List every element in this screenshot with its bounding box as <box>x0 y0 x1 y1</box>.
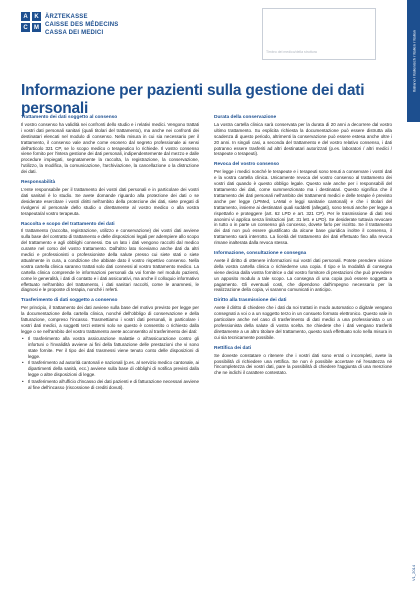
section-heading: Diritto alla trasmissione dei dati <box>214 298 287 304</box>
right-column <box>214 115 392 381</box>
section-paragraph: La vostra cartella clinica sarà conservata per la durata di 20 anni a decorrere dal vostro ultimo trattamento. Su esplicita richiesta la documentazione può essere distrutta alla scadenza di questo periodo, altrimenti la conservazione può essere estesa anche oltre i 20 anni. In singoli casi, a seconda del trattamento e del vostro relativo consenso, i dati potranno essere trasferiti ad altri destinatari autorizzati (p.es. laboratori / altri medici / terapeute o terapeuti). <box>214 121 392 157</box>
section <box>21 298 199 391</box>
logo-line: ÄRZTEKASSE <box>45 14 88 20</box>
section-paragraph: L'ente responsabile per il trattamento dei vostri dati personali e in particolare dei vostri dati sanitari è lo studio. Se avete domande riguardo alla protezione dei dati o se desiderate esercitare i vostri diritti nell'ambito della protezione dei dati, siete pregati di rivolgervi al personale dello studio o direttamente al vostro medico o alla vostra terapeuta/al vostro terapeuta. <box>21 186 199 216</box>
section-paragraph: Per principio, il trattamento dei dati avviene sulla base del motivo previsto per legge per la documentazione della cartella clinica, nonché dell'obbligo di conservazione e della fatturazione, compreso l'incasso. Trasmettiamo i vostri dati personali, in particolare i vostri dati medici, a soggetti terzi esterni solo se questo è consentito o richiesto dalla legge o se nell'ambito del vostro trattamento avete acconsentito al trasferimento dei dati: <box>21 305 199 334</box>
section-heading: Rettifica dei dati <box>214 345 252 351</box>
logo-letter: C <box>21 23 30 32</box>
section <box>214 162 392 246</box>
section-paragraph: Se doveste constatare o ritenere che i vostri dati sono errati o incompleti, avete la possibilità di richiedere una rettifica. Se non è possibile accertare né l'esattezza né l'incompletezza dei vostri dati, pare la possibilità di chiedere l'aggiunta di una menzione che ne indichi il carattere contestato. <box>214 352 392 376</box>
section <box>21 180 199 216</box>
section-paragraph: Per legge i medici nonché le terapeute e i terapeuti sono tenuti a conservare i vostri dati e la vostra cartella clinica. Unicamente revoca del vostro consenso al trattamento dei vostri dati quando è questo obbligo legale. Questo vale anche per i responsabili del trattamento dei dati, come summenzionato ma i destinatari. Questo significa che il trattamento dei dati personali nell'ambito dei trattamenti medici e delle terapie è previsto anche per legge (LPMed, LAMal e leggi sanitarie cantonali) e che i titolari del trattamento, insieme ai destinatari quali suddetti (allegati), sono tenuti anche per legge a rispettarlo e proteggere (art. 62 LPD e art. 321 CP). Per le trasmissione di dati resi anonimi vi applica senza limitazioni (art. 31 lett. e LPD). Se desiderate tuttavia revocare in tutto o in parte un consenso già concesso, dovete farlo per iscritto. Se il trattamento dei dati non può essere giustificato da alcune base giuridica inoltre il consenso, il trattamento sarà interrotto. La liceità del trattamento dei dati effettuato fino alla revoca rimane inalterata dalla revoca stessa. <box>214 169 392 246</box>
section-paragraph: Il vostro consenso ha validità nei confronti dello studio e i relativi medici. Vengono trattati i vostri dati personali sanitari (quali titolari del trattamento), ma anche nei confronti dei destinatari elencati nel modulo di consenso. Nella misura in cui sia necessario per il trattamento, il consenso vale anche come esonero dal segreto professionale ai sensi dell'articolo 321 CP, se lo scopo medico o terapeutico lo richiede. Il vostro consenso viene fornito per l'intera gestione dei dati personali, indipendentemente dal mezzo e dalle procedure impiegati, segnatamente la raccolta, la registrazione, la conservazione, l'utilizzo, la modifica, la comunicazione, l'archiviazione, la cancellazione o la distruzione dei dati. <box>21 121 199 175</box>
bullet-list <box>21 336 199 391</box>
section-heading: Informazione, consultazione e consegna <box>214 251 307 257</box>
logo-mark <box>21 12 41 37</box>
document-version-code: V1_2014 <box>411 565 416 582</box>
section <box>21 222 199 294</box>
language-side-tab <box>407 0 420 122</box>
logo-letter: K <box>32 12 41 21</box>
section <box>214 298 392 340</box>
logo-wordmark <box>45 12 118 37</box>
section-paragraph: Avete il diritto di ottenere informazioni sui vostri dati personali. Potete prendere visione della vostra cartella clinica o richiederne una copia. Il tipo e la modalità di consegna viene decisa dalla vostra fornitrice o dal vostro fornitore di prestazioni che può prevedere un apposito modulo a tale scopo. La consegna di una copia può essere soggetta a pagamento. Gli eventuali costi, che dipendono dall'impegno necessario per la realizzazione della copia, vi saranno comunicati in anticipo. <box>214 257 392 293</box>
logo-letter: M <box>34 24 39 31</box>
left-column <box>21 115 199 396</box>
section-heading: Responsabilità <box>21 180 56 186</box>
section-heading: Raccolta e scopo del trattamento dei dati <box>21 221 115 227</box>
section-paragraph: Avete il diritto di chiedere che i dati da noi trattati in modo automatico o digitale vengano consegnati a voi o a un soggetto terzo in un consueto formato elettronico. Questo vale in particolare anche nel caso di trasferimento di dati medici a una professionista o un professionista della salute di vostra scelta. Se chiedete che i dati vengano trasferiti direttamente a un altro titolare del trattamento, questo sarà effettuato solo nella misura in cui sia tecnicamente possibile. <box>214 305 392 340</box>
section <box>214 115 392 157</box>
section <box>214 251 392 293</box>
section <box>214 346 392 377</box>
section-heading: Durata della conservazione <box>214 115 277 120</box>
section-heading: Revoca del vostro consenso <box>214 162 280 168</box>
bullet-item: • Il trasferimento alla vostra assicurazione malattie o all'assicurazione contro gli infortuni o l'invalidità avviene ai fini della fatturazione delle prestazioni che vi sono state fornite. Per il tipo dei dati trasmessi viene tenuto conto delle disposizioni di legge. <box>21 336 199 360</box>
logo-line: CASSA DEI MEDICI <box>45 30 104 36</box>
logo-line: CAISSE DES MÉDECINS <box>45 22 119 28</box>
bullet-item: • Il trasferimento ad autorità cantonali e nazionali (p.es. al servizio medico cantonale, ai dipartimenti della sanità, ecc.) avviene sulla base di obblighi di notifica previsti dalla legge o altre disposizioni di legge. <box>21 360 199 378</box>
stamp-caption: Timbro del medico/della struttura <box>266 50 317 54</box>
section-paragraph: Il trattamento (raccolta, registrazione, utilizzo e conservazione) dei vostri dati avviene sulla base del contratto di trattamento e delle disposizioni legali per adempiere allo scopo del trattamento e agli obblighi connessi. Da un lato i dati vengono raccolti dal medico curante nel corso del vostro trattamento. Dall'altro lato riceviamo anche dati da altri medici e professionisti o professioniste della salute presso cui siete stati o siete attualmente in cura, a condizione che abbiate dato il vostro rispettivo consenso. Nella vostra cartella clinica saranno trattati solo dati connessi al vostro trattamento medico. La cartella clinica comprende le informazioni personali da voi fornite nel modulo pazienti, come le generalità, i dati di contatto e i dati assicurativi, ma anche il colloquio informativo effettuato nell'ambito del trattamento, i dati sanitari raccolti, come le anamnesi, le diagnosi e le proposte di terapia, nonché i referti. <box>21 228 199 293</box>
section <box>21 115 199 175</box>
logo-letter: A <box>21 12 30 21</box>
section-heading: Trasferimento di dati soggetto a consenso <box>21 298 118 304</box>
language-tab-label: Italiano / Italienisch / Italien / Italian <box>411 29 416 93</box>
page-title: Informazione per pazienti sulla gestione dei dati personali <box>21 82 365 117</box>
logo <box>21 12 118 37</box>
bullet-item: • Il trasferimento all'ufficio d'incasso dei dati pazienti e di fatturazione necessari avviene al fine dell'incasso (riscossione di crediti dovuti). <box>21 379 199 391</box>
section-heading: Trattamento dei dati soggetto al consenso <box>21 115 118 120</box>
